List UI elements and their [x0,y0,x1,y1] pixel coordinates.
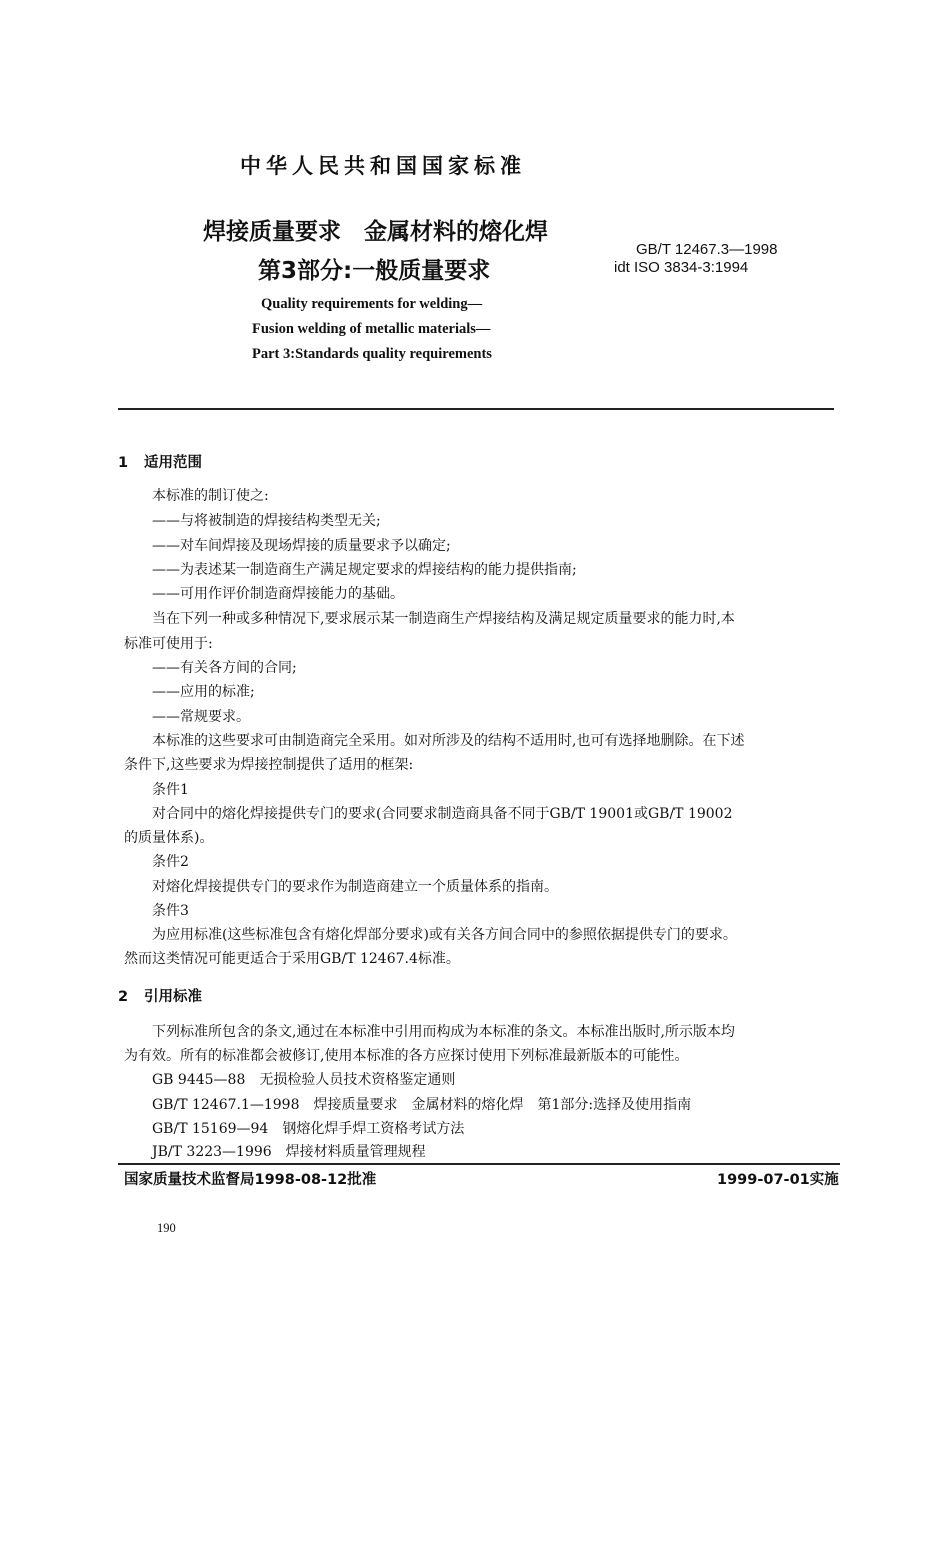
section-1-title: 适用范围 [144,455,202,471]
section-1-line: 对合同中的熔化焊接提供专门的要求(合同要求制造商具备不同于GB/T 19001或GB/T 19002 [152,806,733,822]
section-1-line: 本标准的这些要求可由制造商完全采用。如对所涉及的结构不适用时,也可有选择地删除。在下述 [152,733,745,749]
reference-standard: JB/T 3223—1996 焊接材料质量管理规程 [152,1144,426,1160]
section-1-line: 当在下列一种或多种情况下,要求展示某一制造商生产焊接结构及满足规定质量要求的能力时,本 [152,611,735,627]
section-1-line: 条件下,这些要求为焊接控制提供了适用的框架: [124,757,414,773]
page-number: 190 [157,1221,176,1235]
reference-standard: GB 9445—88 无损检验人员技术资格鉴定通则 [152,1072,456,1088]
section-1-heading [118,451,202,472]
section-1-line: 条件3 [152,903,189,919]
reference-standard: GB/T 12467.1—1998 焊接质量要求 金属材料的熔化焊 第1部分:选择及使用指南 [152,1097,692,1113]
section-1-line: 条件1 [152,782,189,798]
iso-equivalent-code: idt ISO 3834-3:1994 [614,259,749,276]
section-1-line: ——有关各方间的合同; [152,660,297,676]
section-2-title: 引用标准 [144,989,202,1005]
document-title-line-1: 焊接质量要求 金属材料的熔化焊 [203,219,548,245]
section-1-line: 条件2 [152,854,189,870]
section-1-line: 的质量体系)。 [124,830,214,846]
section-1-line: 标准可使用于: [124,636,213,652]
national-standard-heading: 中华人民共和国国家标准 [240,154,526,178]
section-2-number: 2 [118,989,129,1005]
header-divider [118,408,834,410]
section-1-line: ——对车间焊接及现场焊接的质量要求予以确定; [152,538,451,554]
section-1-line: 然而这类情况可能更适合于采用GB/T 12467.4标准。 [124,951,460,967]
section-1-line: ——常规要求。 [152,709,250,725]
english-title-line-3: Part 3:Standards quality requirements [252,346,492,362]
section-2-line: 为有效。所有的标准都会被修订,使用本标准的各方应探讨使用下列标准最新版本的可能性。 [124,1048,689,1064]
english-title-line-2: Fusion welding of metallic materials— [252,321,491,337]
reference-standard: GB/T 15169—94 钢熔化焊手焊工资格考试方法 [152,1121,465,1137]
section-1-line: 为应用标准(这些标准包含有熔化焊部分要求)或有关各方间合同中的参照依据提供专门的要求。 [152,927,737,943]
section-1-line: ——可用作评价制造商焊接能力的基础。 [152,586,404,602]
section-1-line: ——与将被制造的焊接结构类型无关; [152,513,381,529]
section-1-line: ——应用的标准; [152,684,255,700]
english-title-line-1: Quality requirements for welding— [261,296,483,312]
section-1-line: ——为表述某一制造商生产满足规定要求的焊接结构的能力提供指南; [152,562,577,578]
section-1-line: 对熔化焊接提供专门的要求作为制造商建立一个质量体系的指南。 [152,879,558,895]
footer-divider [118,1163,840,1165]
section-2-line: 下列标准所包含的条文,通过在本标准中引用而构成为本标准的条文。本标准出版时,所示版本均 [152,1024,735,1040]
effective-date: 1999-07-01实施 [717,1172,839,1188]
approval-date: 国家质量技术监督局1998-08-12批准 [124,1172,377,1188]
document-title-line-2: 第3部分:一般质量要求 [258,258,491,284]
section-1-line: 本标准的制订使之: [152,488,269,504]
section-1-number: 1 [118,455,129,471]
section-2-heading [118,985,202,1006]
standard-code: GB/T 12467.3—1998 [636,241,778,258]
